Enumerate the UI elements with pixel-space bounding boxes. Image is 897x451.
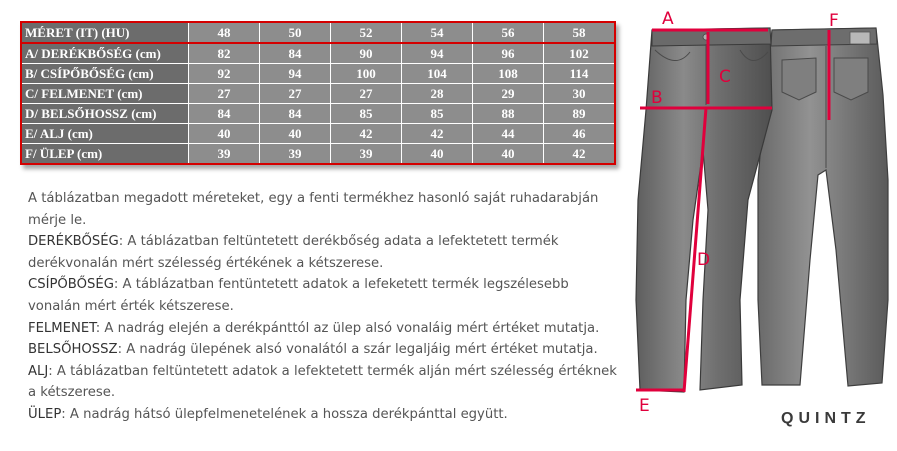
table-cell: 94 <box>260 64 331 84</box>
table-cell: 39 <box>260 144 331 165</box>
table-cell: 82 <box>189 43 260 64</box>
description-item <box>28 318 618 340</box>
term-label: CSÍPŐBŐSÉG <box>28 277 114 293</box>
size-header: 58 <box>544 22 616 43</box>
table-cell: 85 <box>331 104 402 124</box>
table-cell: 28 <box>402 84 473 104</box>
table-cell: 39 <box>189 144 260 165</box>
term-text: : A nadrág ülepének alsó vonalától a szár legaljáig mért értéket mutatja. <box>117 342 598 358</box>
table-cell: 84 <box>260 104 331 124</box>
size-header: 50 <box>260 22 331 43</box>
table-cell: 96 <box>473 43 544 64</box>
row-label: C/ FELMENET (cm) <box>21 84 189 104</box>
size-header: 52 <box>331 22 402 43</box>
row-label: A/ DERÉKBŐSÉG (cm) <box>21 43 189 64</box>
size-table <box>20 21 616 165</box>
label-a: A <box>662 9 674 29</box>
jeans-front-view <box>636 28 772 392</box>
table-cell: 27 <box>260 84 331 104</box>
table-header-label: MÉRET (IT) (HU) <box>21 22 189 43</box>
table-cell: 94 <box>402 43 473 64</box>
table-cell: 85 <box>402 104 473 124</box>
table-cell: 84 <box>260 43 331 64</box>
measurement-description <box>28 188 618 426</box>
table-cell: 46 <box>544 124 616 144</box>
table-cell: 30 <box>544 84 616 104</box>
table-cell: 40 <box>189 124 260 144</box>
brand-logo <box>781 402 885 442</box>
label-c: C <box>719 67 731 87</box>
term-label: BELSŐHOSSZ <box>28 342 118 358</box>
table-cell: 89 <box>544 104 616 124</box>
term-label: ALJ <box>28 363 49 379</box>
term-text: : A táblázatban feltüntetett derékbőség adata a lefektetett termék derékvonalán mért szélesség értékének a kétszerese. <box>28 234 559 271</box>
table-cell: 42 <box>331 124 402 144</box>
table-cell: 88 <box>473 104 544 124</box>
table-cell: 104 <box>402 64 473 84</box>
jeans-measurement-diagram <box>620 0 897 451</box>
term-text: : A nadrág hátsó ülepfelmenetelének a hossza derékpánttal együtt. <box>61 406 508 422</box>
table-row <box>21 124 615 144</box>
table-cell: 39 <box>331 144 402 165</box>
table-row <box>21 104 615 124</box>
table-cell: 29 <box>473 84 544 104</box>
label-b: B <box>651 88 663 108</box>
table-row <box>21 144 615 165</box>
label-e: E <box>639 396 650 416</box>
table-cell: 90 <box>331 43 402 64</box>
table-cell: 40 <box>473 144 544 165</box>
table-cell: 114 <box>544 64 616 84</box>
table-cell: 84 <box>189 104 260 124</box>
size-header: 48 <box>189 22 260 43</box>
description-item <box>28 231 618 274</box>
label-f: F <box>829 11 839 31</box>
row-label: F/ ÜLEP (cm) <box>21 144 189 165</box>
description-item <box>28 339 618 361</box>
row-label: B/ CSÍPŐBŐSÉG (cm) <box>21 64 189 84</box>
table-cell: 42 <box>402 124 473 144</box>
table-cell: 27 <box>189 84 260 104</box>
table-cell: 92 <box>189 64 260 84</box>
term-text: : A táblázatban feltüntetett adatok a lefektetett termék alján mért szélesség értéknek a kétszerese. <box>28 363 617 401</box>
row-label: D/ BELSŐHOSSZ (cm) <box>21 104 189 124</box>
table-cell: 108 <box>473 64 544 84</box>
table-cell: 40 <box>260 124 331 144</box>
term-label: ÜLEP <box>28 406 62 422</box>
intro-text: A táblázatban megadott méreteket, egy a fenti termékhez hasonló saját ruhadarabján mérje le. <box>28 191 599 228</box>
size-header: 56 <box>473 22 544 43</box>
table-row <box>21 84 615 104</box>
table-cell: 100 <box>331 64 402 84</box>
table-cell: 27 <box>331 84 402 104</box>
table-cell: 102 <box>544 43 616 64</box>
jeans-back-view <box>758 28 888 386</box>
term-text: : A nadrág elején a derékpánttól az ülep alsó vonaláig mért értéket mutatja. <box>95 320 600 336</box>
table-row <box>21 43 615 64</box>
term-label: FELMENET <box>28 320 96 336</box>
term-text: : A táblázatban fentüntetett adatok a lefeketett termék legszélesebb vonalán mért érték kétszerese. <box>28 277 569 314</box>
term-label: DERÉKBŐSÉG <box>28 234 119 250</box>
brand-name: QUINTZ <box>781 410 871 427</box>
table-row <box>21 64 615 84</box>
table-header-row <box>21 22 615 43</box>
table-cell: 42 <box>544 144 616 165</box>
description-item <box>28 274 618 317</box>
description-item <box>28 361 618 404</box>
table-cell: 40 <box>402 144 473 165</box>
label-d: D <box>697 250 711 270</box>
table-cell: 44 <box>473 124 544 144</box>
size-header: 54 <box>402 22 473 43</box>
row-label: E/ ALJ (cm) <box>21 124 189 144</box>
description-item <box>28 404 618 426</box>
